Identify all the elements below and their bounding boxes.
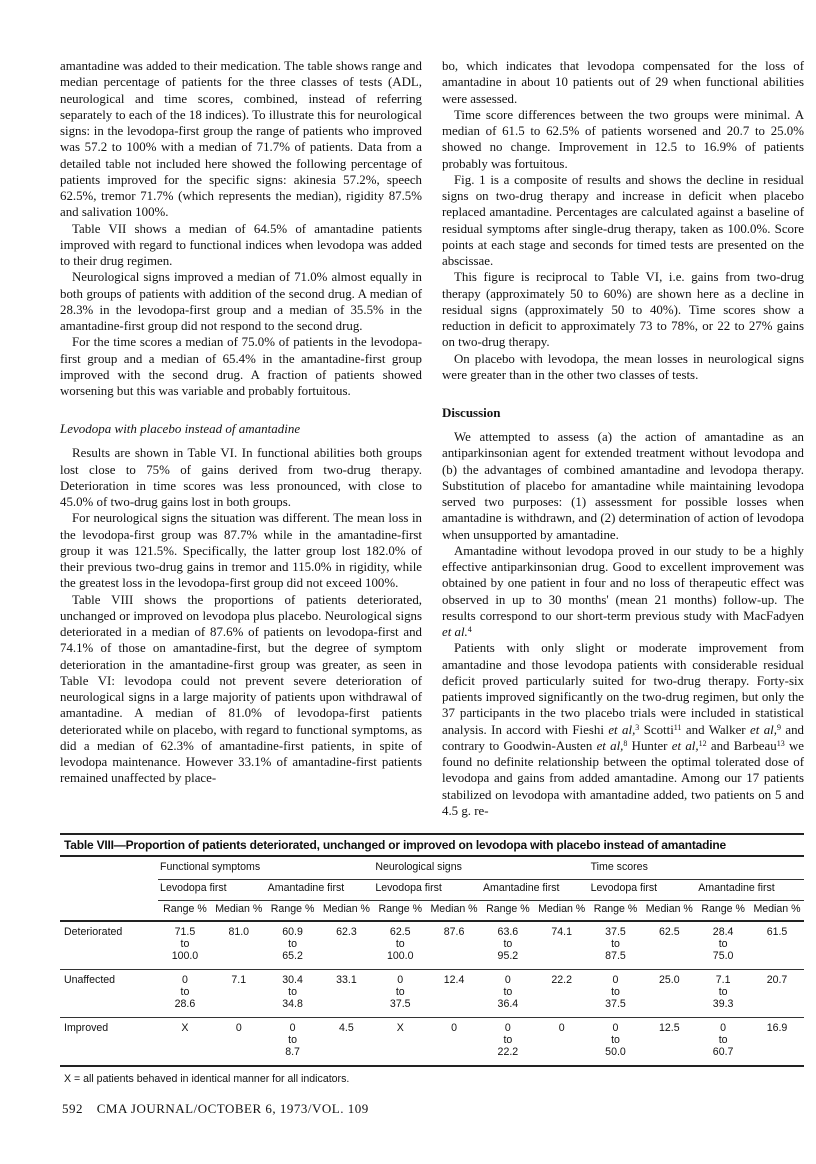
cell-value: X bbox=[181, 1022, 189, 1034]
paragraph bbox=[60, 334, 422, 399]
text-run: amantadine was added to their medication. The table shows range and median percentage of patients for the three classes of tests (ADL, neurological and time scores, combined, instead of referring separately to each of the 18 indices). To illustrate this for neurological signs: in the levodopa-first group the range of patients who improved was 57.2 to 100% with a median of 71.7% of patients. Data from a detailed table not included here showed the following percentage of patients improved for the specific signs: akinesia 57.2%, speech 62.5%, tremor 71.7% (which represents the median), rigidity 87.5% and salivation 100%. bbox=[60, 59, 422, 220]
cell-value: 75.0 bbox=[712, 950, 734, 962]
table-cell bbox=[696, 970, 750, 1018]
cell-value: 22.2 bbox=[551, 974, 572, 986]
cell-value: 20.7 bbox=[766, 974, 788, 986]
cell-value: 37.5 bbox=[605, 998, 626, 1010]
citation-superscript: 9 bbox=[776, 722, 781, 732]
cell-value: to bbox=[611, 1034, 620, 1046]
table-cell bbox=[373, 921, 427, 970]
cell-value: to bbox=[718, 1034, 728, 1046]
text-run: and Barbeau bbox=[706, 738, 777, 753]
cell-value: 62.3 bbox=[336, 926, 357, 938]
paragraph bbox=[442, 58, 804, 107]
cell-value: 28.6 bbox=[174, 998, 196, 1010]
row-label: Improved bbox=[60, 1018, 158, 1067]
cell-value: 65.2 bbox=[282, 950, 303, 962]
table-row bbox=[60, 1018, 804, 1067]
paragraph bbox=[442, 429, 804, 543]
text-run: and Walker bbox=[681, 722, 751, 737]
median-column-header: Median % bbox=[319, 901, 373, 922]
right-column bbox=[442, 58, 804, 819]
cell-value: 36.4 bbox=[497, 998, 519, 1010]
cell-value: to bbox=[288, 1034, 297, 1046]
cell-value: to bbox=[503, 938, 513, 950]
cell-value: to bbox=[180, 986, 190, 998]
cell-value: to bbox=[611, 986, 620, 998]
table-cell bbox=[373, 970, 427, 1018]
text-run: Table VII shows a median of 64.5% of amantadine patients improved with regard to functional indices when levodopa was added to their drug regimen. bbox=[60, 221, 422, 268]
text-run: Fig. 1 is a composite of results and shows the decline in residual signs on two-drug therapy and increase in deficit when placebo replaced amantadine. Percentages are calculated against a baseline of residual symptoms after single-drug therapy, taken as 100.0%. Score points at each stage and seconds for timed tests are presented on the abscissae. bbox=[442, 172, 804, 268]
left-column bbox=[60, 58, 422, 819]
cell-value: 28.4 bbox=[712, 926, 734, 938]
table-cell bbox=[212, 921, 266, 970]
table-cell bbox=[696, 921, 750, 970]
table-cell bbox=[158, 1018, 212, 1067]
paragraph bbox=[442, 269, 804, 350]
median-column-header: Median % bbox=[750, 901, 804, 922]
paragraph bbox=[442, 543, 804, 641]
table-cell bbox=[750, 970, 804, 1018]
text-run: Hunter bbox=[627, 738, 672, 753]
range-column-header: Range % bbox=[373, 901, 427, 922]
cell-value: 0 bbox=[504, 974, 511, 986]
cell-value: to bbox=[395, 986, 405, 998]
row-label: Deteriorated bbox=[60, 921, 158, 970]
paragraph bbox=[60, 269, 422, 334]
text-columns bbox=[60, 58, 804, 819]
cell-value: 4.5 bbox=[339, 1022, 354, 1034]
subgroup-header: Amantadine first bbox=[481, 880, 589, 901]
cell-value: 7.1 bbox=[715, 974, 731, 986]
median-column-header: Median % bbox=[212, 901, 266, 922]
cell-value: 7.1 bbox=[231, 974, 247, 986]
table-cell bbox=[535, 970, 589, 1018]
cell-value: to bbox=[718, 986, 728, 998]
text-run: This figure is reciprocal to Table VI, i.e. gains from two-drug therapy (approximately 50 to 60%) are shown here as a decline in residual signs (approximately 50 to 40%). Time scores show a reduction in deficit to approximately 73 to 78%, or 22 to 27% gains on two-drug therapy. bbox=[442, 270, 804, 350]
table-cell bbox=[589, 921, 643, 970]
cell-value: 74.1 bbox=[551, 926, 572, 938]
text-run: Discussion bbox=[442, 405, 501, 420]
section-heading bbox=[442, 405, 804, 421]
range-column-header: Range % bbox=[696, 901, 750, 922]
cell-value: 34.8 bbox=[282, 998, 303, 1010]
table-cell bbox=[158, 970, 212, 1018]
cell-value: 0 bbox=[612, 974, 619, 986]
median-column-header: Median % bbox=[535, 901, 589, 922]
cell-value: 62.5 bbox=[389, 926, 411, 938]
cell-value: 0 bbox=[397, 974, 404, 986]
cell-value: 60.9 bbox=[282, 926, 303, 938]
table-cell bbox=[750, 1018, 804, 1067]
text-run: Scotti bbox=[639, 722, 674, 737]
text-run: On placebo with levodopa, the mean losses in neurological signs were greater than in the other two classes of tests. bbox=[442, 351, 804, 382]
text-run: For the time scores a median of 75.0% of patients in the levodopa-first group and a median of 65.4% in the amantadine-first group improved with the second drug. A fraction of patients showed worsening but this was variable and probably fortuitous. bbox=[60, 335, 422, 398]
subgroup-header: Levodopa first bbox=[589, 880, 697, 901]
table-cell bbox=[535, 1018, 589, 1067]
cell-value: to bbox=[503, 986, 513, 998]
subgroup-header: Levodopa first bbox=[373, 880, 481, 901]
data-table bbox=[60, 855, 804, 1067]
table-row bbox=[60, 970, 804, 1018]
median-column-header: Median % bbox=[427, 901, 481, 922]
cell-value: 12.5 bbox=[658, 1022, 680, 1034]
group-header: Functional symptoms bbox=[158, 856, 373, 880]
cell-value: 100.0 bbox=[386, 950, 414, 962]
table-cell bbox=[319, 970, 373, 1018]
paragraph bbox=[60, 510, 422, 591]
table-cell bbox=[589, 970, 643, 1018]
section-heading bbox=[60, 421, 422, 437]
group-header: Time scores bbox=[589, 856, 804, 880]
citation-superscript: 11 bbox=[673, 722, 682, 732]
cell-value: 0 bbox=[289, 1022, 296, 1034]
cell-value: to bbox=[180, 938, 190, 950]
cell-value: 60.7 bbox=[712, 1046, 734, 1058]
citation-superscript: 4 bbox=[467, 625, 472, 634]
paragraph bbox=[442, 351, 804, 384]
cell-value: X bbox=[396, 1022, 404, 1034]
paragraph bbox=[60, 58, 422, 221]
cell-value: 81.0 bbox=[228, 926, 250, 938]
table-cell bbox=[373, 1018, 427, 1067]
paragraph bbox=[442, 172, 804, 270]
text-run: et al, bbox=[671, 738, 699, 753]
text-run: Amantadine without levodopa proved in our study to be a highly effective antiparkinsonian drug. Good to excellent improvement was obtained by one patient in four and no loss of therapeutic effect was observed in up to 30 months' (mean 21 months) follow-up. The results correspond to our short-term previous study with MacFadyen bbox=[442, 543, 804, 623]
table-footnote: X = all patients behaved in identical manner for all indicators. bbox=[64, 1073, 350, 1085]
text-run: et al, bbox=[596, 738, 624, 753]
cell-value: 100.0 bbox=[171, 950, 199, 962]
text-run: Levodopa with placebo instead of amantadine bbox=[60, 421, 301, 437]
text-run: bo, which indicates that levodopa compensated for the loss of amantadine in about 10 patients out of 29 when functional abilities were assessed. bbox=[442, 59, 804, 106]
table-cell bbox=[481, 921, 535, 970]
table-cell bbox=[266, 1018, 320, 1067]
cell-value: 33.1 bbox=[336, 974, 357, 986]
range-column-header: Range % bbox=[158, 901, 212, 922]
cell-value: to bbox=[718, 938, 728, 950]
table-cell bbox=[266, 970, 320, 1018]
cell-value: 37.5 bbox=[605, 926, 626, 938]
text-run: et al, bbox=[608, 722, 636, 737]
cell-value: to bbox=[395, 938, 405, 950]
cell-value: 87.5 bbox=[605, 950, 626, 962]
text-run: For neurological signs the situation was different. The mean loss in the levodopa-first group was 87.7% while in the amantadine-first group it was 121.5%. Specifically, the latter group lost 182.0% of their previous two-drug gains in tremor and 115.0% in rigidity, while the greatest loss in the levodopa-first group did not exceed 100%. bbox=[60, 511, 422, 591]
group-header: Neurological signs bbox=[373, 856, 588, 880]
table-cell bbox=[266, 921, 320, 970]
table-cell bbox=[319, 921, 373, 970]
text-run: et al. bbox=[442, 625, 468, 639]
cell-value: 16.9 bbox=[766, 1022, 788, 1034]
cell-value: 61.5 bbox=[766, 926, 788, 938]
text-run: Table VIII shows the proportions of patients deteriorated, unchanged or improved on levodopa plus placebo. Neurological signs deteriorated in a median of 87.6% of patients on levodopa-first and 74.1% of those on amantadine-first, but the degree of symptom deterioration in the amantadine-first group was greater, as seen in Table VI: levodopa could not prevent severe deterioration of neurological signs in a large majority of patients upon withdrawal of amantadine. A median of 81.0% of levodopa-first patients deteriorated while on placebo, with regard to functional symptoms, as did a median of 62.3% of amantadine-first patients, in spite of levodopa maintenance. However 33.1% of amantadine-first patients remained unaffected by place- bbox=[60, 592, 422, 786]
row-label: Unaffected bbox=[60, 970, 158, 1018]
cell-value: 30.4 bbox=[282, 974, 303, 986]
table-cell bbox=[481, 1018, 535, 1067]
paragraph bbox=[442, 640, 804, 819]
cell-value: 0 bbox=[612, 1022, 619, 1034]
range-column-header: Range % bbox=[589, 901, 643, 922]
cell-value: 37.5 bbox=[389, 998, 411, 1010]
paragraph bbox=[60, 445, 422, 510]
paragraph bbox=[60, 592, 422, 787]
cell-value: 25.0 bbox=[658, 974, 680, 986]
cell-value: to bbox=[503, 1034, 513, 1046]
table-cell bbox=[319, 1018, 373, 1067]
cell-value: 95.2 bbox=[497, 950, 519, 962]
table-cell bbox=[642, 970, 696, 1018]
table-cell bbox=[427, 1018, 481, 1067]
table-title: Table VIII—Proportion of patients deteriorated, unchanged or improved on levodopa with placebo instead of amantadine bbox=[60, 833, 804, 855]
cell-value: 8.7 bbox=[285, 1046, 300, 1058]
table-cell bbox=[750, 921, 804, 970]
table-cell bbox=[589, 1018, 643, 1067]
table-cell bbox=[158, 921, 212, 970]
cell-value: 0 bbox=[720, 1022, 727, 1034]
cell-value: 50.0 bbox=[605, 1046, 626, 1058]
text-run: et al, bbox=[750, 722, 777, 737]
text-run: We attempted to assess (a) the action of amantadine as an antiparkinsonian agent for extended treatment without levodopa and (b) the advantages of combined amantadine and levodopa therapy. Substitution of placebo for amantadine while maintaining levodopa served two purposes: (1) assessment for possible losses when amantadine is withdrawn, and (2) determination of action of levodopa when unsupported by amantadine. bbox=[442, 430, 804, 542]
page-footer bbox=[60, 1101, 804, 1117]
cell-value: 12.4 bbox=[443, 974, 465, 986]
cell-value: 0 bbox=[182, 974, 188, 986]
cell-value: 22.2 bbox=[497, 1046, 519, 1058]
text-run: Patients with only slight or moderate improvement from amantadine and those levodopa patients with considerable residual deficit proved particularly suited for two-drug therapy. Forty-six patients improved significantly on the two-drug regimen, but only the 37 participants in the two placebo trials were included in statistical analysis. In accord with Fieshi bbox=[442, 641, 804, 737]
table-cell bbox=[481, 970, 535, 1018]
text-run: and contrary to Goodwin-Austen bbox=[442, 722, 805, 753]
table-row bbox=[60, 921, 804, 970]
table-cell bbox=[642, 1018, 696, 1067]
citation-superscript: 8 bbox=[623, 738, 628, 748]
text-run: Time score differences between the two groups were minimal. A median of 61.5 to 62.5% of patients worsened and 20.7 to 25.0% showed no change. Improvement in 12.5 to 16.9% of patients probably was fortuitous. bbox=[442, 107, 804, 171]
cell-value: to bbox=[611, 938, 620, 950]
citation-superscript: 3 bbox=[635, 722, 640, 732]
cell-value: 0 bbox=[504, 1022, 511, 1034]
cell-value: 63.6 bbox=[497, 926, 519, 938]
subgroup-header: Amantadine first bbox=[266, 880, 374, 901]
range-column-header: Range % bbox=[266, 901, 320, 922]
table-cell bbox=[535, 921, 589, 970]
cell-value: to bbox=[288, 938, 297, 950]
cell-value: 0 bbox=[235, 1022, 242, 1034]
text-run: we found no definite relationship between the optimal tolerated dose of levodopa and gains from added amantadine. Among our 17 patients stabilized on levodopa with amantadine added, two patients on 5 and 4.5 g. re- bbox=[442, 738, 804, 818]
paragraph bbox=[60, 221, 422, 270]
cell-value: 0 bbox=[451, 1022, 457, 1034]
cell-value: 87.6 bbox=[443, 926, 465, 938]
table-cell bbox=[696, 1018, 750, 1067]
journal-citation: CMA JOURNAL/OCTOBER 6, 1973/VOL. 109 bbox=[96, 1101, 369, 1116]
table-cell bbox=[212, 970, 266, 1018]
table-cell bbox=[427, 970, 481, 1018]
table-viii bbox=[60, 833, 804, 1085]
citation-superscript: 13 bbox=[776, 738, 785, 748]
cell-value: 71.5 bbox=[174, 926, 196, 938]
text-run: Results are shown in Table VI. In functional abilities both groups lost close to 75% of gains derived from two-drug therapy. Deterioration in time scores was less pronounced, with close to 45.0% of two-drug gains lost in both groups. bbox=[60, 446, 422, 509]
range-column-header: Range % bbox=[481, 901, 535, 922]
subgroup-header: Amantadine first bbox=[696, 880, 804, 901]
cell-value: 62.5 bbox=[658, 926, 680, 938]
table-cell bbox=[642, 921, 696, 970]
table-cell bbox=[427, 921, 481, 970]
table-cell bbox=[212, 1018, 266, 1067]
median-column-header: Median % bbox=[642, 901, 696, 922]
paragraph bbox=[442, 107, 804, 172]
cell-value: 0 bbox=[558, 1022, 565, 1034]
citation-superscript: 12 bbox=[698, 738, 707, 748]
cell-value: to bbox=[288, 986, 297, 998]
text-run: Neurological signs improved a median of 71.0% almost equally in both groups of patients with addition of the second drug. A median of 28.3% in the levodopa-first group and a median of 35.5% in the amantadine-first group did not respond to the second drug. bbox=[60, 270, 422, 333]
page-number: 592 bbox=[62, 1101, 83, 1116]
cell-value: 39.3 bbox=[712, 998, 734, 1010]
subgroup-header: Levodopa first bbox=[158, 880, 266, 901]
